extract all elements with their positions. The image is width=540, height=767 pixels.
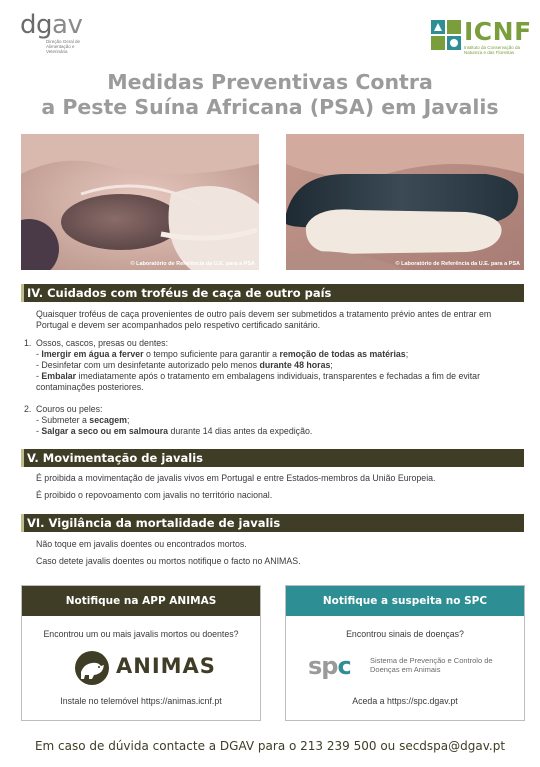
section-6-paragraph-2: Caso detete javalis doentes ou mortos notifique o facto no ANIMAS. (36, 556, 301, 566)
photo-lymph (286, 134, 524, 270)
icnf-mark-icon (431, 20, 461, 50)
item-1-title: Ossos, cascos, presas ou dentes: (36, 338, 169, 348)
section-4-heading: IV. Cuidados com troféus de caça de outro país (21, 284, 524, 302)
section-4-item-2 (36, 404, 524, 437)
footer-contact: Em caso de dúvida contacte a DGAV para o 213 239 500 ou secdspa@dgav.pt (34, 739, 506, 753)
spc-box-question: Encontrou sinais de doenças? (346, 629, 464, 639)
animas-box-heading: Notifique na APP ANIMAS (22, 586, 260, 616)
dgav-word-d: dg (20, 10, 53, 40)
page-title (0, 70, 540, 120)
spc-link[interactable]: Aceda a https://spc.dgav.pt (352, 696, 458, 706)
section-6-paragraph-1: Não toque em javalis doentes ou encontrados mortos. (36, 539, 247, 549)
header (0, 0, 540, 62)
photo-left-credit: © Laboratório de Referência da U.E. para a PSA (130, 261, 255, 267)
section-4-item-2-number: 2. (24, 404, 32, 414)
section-4-item-1-number: 1. (24, 338, 32, 348)
section-5-paragraph-2: É proibido o repovoamento com javalis no território nacional. (36, 490, 273, 500)
photo-lymph-image (286, 134, 524, 270)
title-line-1: Medidas Preventivas Contra (107, 70, 433, 94)
dgav-subtitle: Direção Geral de Alimentação e Veterinária (46, 39, 81, 54)
spc-box-heading: Notifique a suspeita no SPC (286, 586, 524, 616)
photo-spleen-image (21, 134, 259, 270)
animas-boar-icon (74, 650, 110, 686)
item-2-line-1: - Submeter a secagem; (36, 415, 130, 425)
spc-logo (308, 652, 508, 684)
item-2-title: Couros ou peles: (36, 404, 103, 414)
animas-box (21, 585, 261, 721)
title-line-2: a Peste Suína Africana (PSA) em Javalis (41, 95, 499, 119)
dgav-logo (20, 12, 100, 56)
section-4-item-1 (36, 338, 524, 393)
animas-box-question: Encontrou um ou mais javalis mortos ou doentes? (43, 629, 239, 639)
spc-box (285, 585, 525, 721)
animas-logo (74, 650, 214, 686)
section-5-paragraph-1: É proibida a movimentação de javalis vivos em Portugal e entre Estados-membros da União Europeia. (36, 473, 436, 483)
section-6-heading: VI. Vigilância da mortalidade de javalis (21, 514, 524, 532)
item-1-line-3: - Embalar imediatamente após o tratamento em embalagens individuais, transparentes e fechadas a fim de evitar contaminações posteriores. (36, 371, 480, 392)
item-2-line-2: - Salgar a seco ou em salmoura durante 14 dias antes da expedição. (36, 426, 313, 436)
animas-wordmark: ANIMAS (116, 654, 216, 678)
item-1-line-1: - Imergir em água a ferver o tempo suficiente para garantir a remoção de todas as matérias; (36, 349, 409, 359)
spc-logo-subtitle: Sistema de Prevenção e Controlo de Doenças em Animais (370, 656, 493, 674)
icnf-subtitle: Instituto da Conservação da Natureza e das Florestas (464, 45, 521, 55)
spc-wordmark: spc (308, 652, 351, 680)
photo-right-credit: © Laboratório de Referência da U.E. para a PSA (395, 261, 520, 267)
photo-spleen (21, 134, 259, 270)
section-5-heading: V. Movimentação de javalis (21, 449, 524, 467)
dgav-word-a: av (52, 10, 83, 40)
item-1-line-2: - Desinfetar com um desinfetante autorizado pelo menos durante 48 horas; (36, 360, 333, 370)
section-4-intro: Quaisquer troféus de caça provenientes de outro país devem ser submetidos a tratamento prévio antes de entrar em Portugal e devem ser acompanhados pelo respetivo certificado sanitário. (36, 309, 492, 330)
icnf-word: ICNF (464, 17, 532, 46)
icnf-logo (431, 18, 531, 58)
animas-link[interactable]: Instale no telemóvel https://animas.icnf.pt (60, 696, 222, 706)
